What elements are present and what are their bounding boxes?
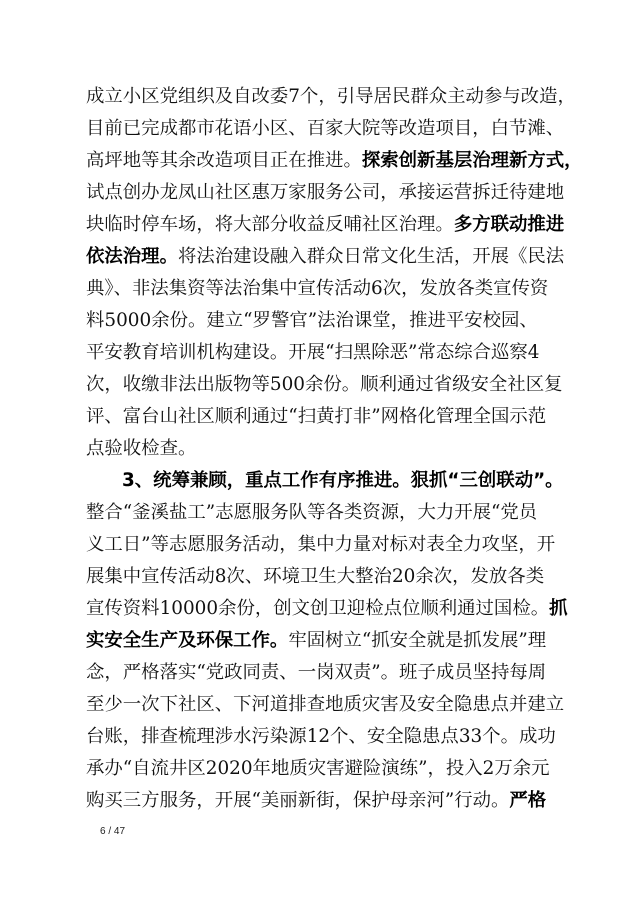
text-line-21	[86, 722, 556, 752]
text-line-6	[86, 242, 565, 272]
text-run: 牢固树立“抓安全就是抓发展”理	[288, 630, 547, 651]
text-line-4	[86, 178, 565, 208]
text-run: 料5000余份。建立“罗警官”法治课堂，推进平安校园、	[86, 310, 538, 331]
text-run: 次，收缴非法出版物等500余份。顺利通过省级安全社区复	[86, 374, 563, 395]
text-line-12	[86, 434, 556, 464]
bold-heading-run: 严格	[509, 790, 547, 811]
text-line-23	[86, 786, 556, 816]
text-run: 高坪地等其余改造项目正在推进。	[86, 150, 362, 171]
text-run: 将法治建设融入群众日常文化生活，开展《民法	[177, 246, 565, 267]
text-line-5	[86, 210, 565, 240]
text-line-2	[86, 114, 565, 144]
text-run: 目前已完成都市花语小区、百家大院等改造项目，白节滩、	[86, 118, 565, 139]
bold-heading-run: 多方联动推进	[453, 214, 565, 235]
text-run: 点验收检查。	[86, 438, 197, 459]
text-line-16	[86, 562, 556, 592]
text-run: 块临时停车场，将大部分收益反哺社区治理。	[86, 214, 454, 235]
text-line-17	[86, 594, 568, 624]
text-run: 典》、非法集资等法治集中宣传活动6次，发放各类宣传资	[86, 278, 549, 299]
bold-heading-run: 抓	[549, 598, 568, 619]
text-run: 承办“自流井区2020年地质灾害避险演练”，投入2万余元	[86, 758, 550, 779]
text-line-1	[86, 82, 576, 112]
text-line-14	[86, 498, 556, 528]
text-run: 念，严格落实“党政同责、一岗双责”。班子成员坚持每周	[86, 662, 547, 683]
text-run: 台账，排查梳理涉水污染源12个、安全隐患点33个。成功	[86, 726, 556, 747]
bold-heading-run: 探索创新基层治理新方式，	[361, 150, 583, 171]
text-run: 至少一次下社区、下河道排查地质灾害及安全隐患点并建立	[86, 694, 565, 715]
page-number: 6 / 47	[100, 826, 126, 837]
section-heading: 3、统筹兼顾，重点工作有序推进。狠抓“三创联动”。	[122, 470, 564, 491]
bold-heading-run: 实安全生产及环保工作。	[86, 630, 289, 651]
bold-heading-run: 依法治理。	[86, 246, 178, 267]
text-run: 展集中宣传活动8次、环境卫生大整治20余次，发放各类	[86, 566, 545, 587]
text-line-8	[86, 306, 556, 336]
text-line-11	[86, 402, 556, 432]
text-line-3	[86, 146, 583, 176]
text-run: 成立小区党组织及自改委7个，引导居民群众主动参与改造，	[86, 86, 576, 107]
text-line-15	[86, 530, 556, 560]
text-line-18	[86, 626, 556, 656]
text-run: 宣传资料10000余份，创文创卫迎检点位顺利通过国检。	[86, 598, 550, 619]
text-run: 整合“釜溪盐工”志愿服务队等各类资源，大力开展“党员	[86, 502, 538, 523]
text-line-10	[86, 370, 563, 400]
text-line-7	[86, 274, 556, 304]
text-line-22	[86, 754, 556, 784]
text-line-9	[86, 338, 556, 368]
text-run: 义工日”等志愿服务活动，集中力量对标对表全力攻坚，开	[86, 534, 556, 555]
text-run: 购买三方服务，开展“美丽新街，保护母亲河”行动。	[86, 790, 510, 811]
section-heading-line	[122, 466, 564, 496]
text-run: 平安教育培训机构建设。开展“扫黑除恶”常态综合巡察4	[86, 342, 540, 363]
text-line-19	[86, 658, 556, 688]
text-line-20	[86, 690, 565, 720]
text-run: 评、富台山社区顺利通过“扫黄打非”网格化管理全国示范	[86, 406, 547, 427]
text-run: 试点创办龙凤山社区惠万家服务公司，承接运营拆迁待建地	[86, 182, 565, 203]
